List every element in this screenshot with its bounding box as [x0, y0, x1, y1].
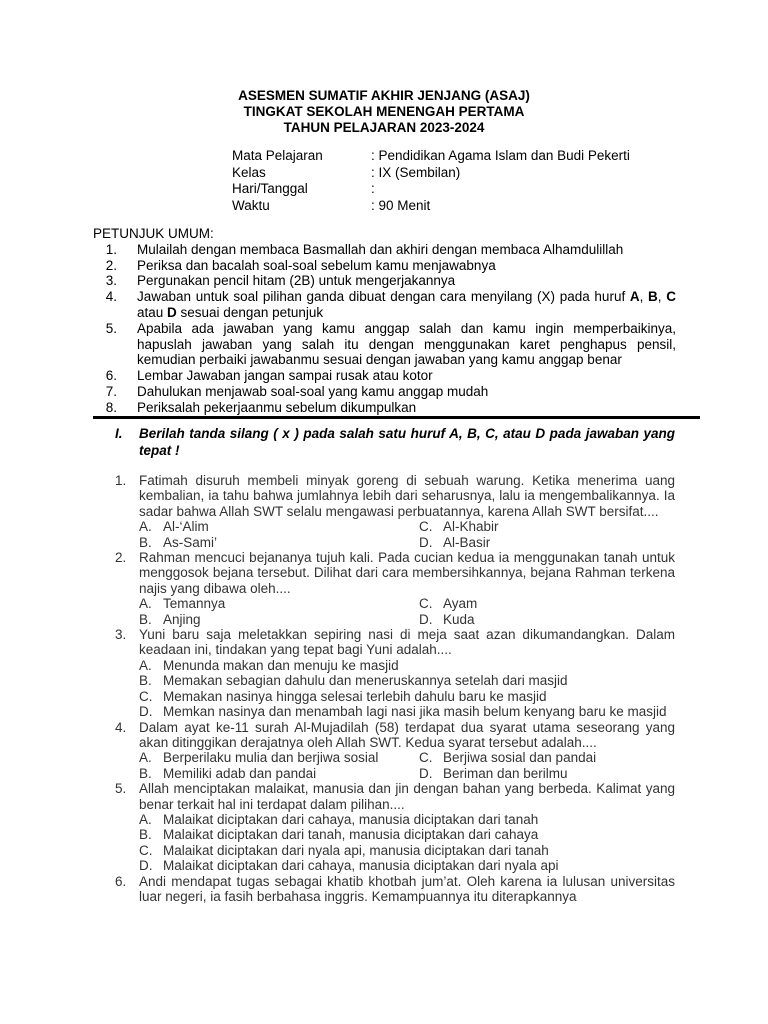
option-text: Al-‘Alim: [163, 519, 209, 535]
option-letter: A.: [139, 519, 152, 535]
answer-option[interactable]: [139, 535, 419, 550]
instruction-number: 6.: [105, 368, 117, 384]
option-text: Menunda makan dan menuju ke masjid: [163, 657, 399, 673]
question-1: [115, 473, 675, 550]
option-letter: D.: [419, 534, 433, 550]
info-value: :: [371, 181, 375, 196]
answer-option[interactable]: [139, 812, 675, 827]
option-letter: C.: [419, 519, 433, 535]
option-letter: D.: [419, 765, 433, 781]
instruction-item: [93, 273, 676, 289]
answer-option[interactable]: [139, 689, 675, 704]
answer-option[interactable]: [419, 596, 675, 611]
option-letter: B.: [139, 765, 152, 781]
separator: ,: [639, 289, 649, 305]
question-number: 3.: [115, 627, 127, 643]
instruction-item: [93, 289, 676, 321]
instruction-number: 5.: [105, 320, 117, 336]
instruction-item: [93, 258, 676, 274]
question-stem: Fatimah disuruh membeli minyak goreng di sebuah warung. Ketika menerima uang kembalian, ia tahu bahwa jumlahnya lebih dari seharusnya, lalu ia mengembalikannya. Ia sadar bahwa Allah SWT selalu mengawasi perbuatannya, karena Allah SWT bersifat....: [139, 473, 675, 519]
instruction-number: 7.: [105, 383, 117, 399]
option-text: Al-Basir: [443, 534, 491, 550]
option-letter: C.: [139, 842, 153, 858]
question-body: [139, 550, 675, 627]
info-value: : 90 Menit: [371, 197, 431, 213]
question-number: 1.: [115, 473, 127, 488]
option-text: Beriman dan berilmu: [443, 765, 568, 781]
info-row-date: [232, 181, 630, 198]
question-number: 6.: [115, 873, 127, 889]
question-body: [139, 720, 675, 782]
info-label: Hari/Tanggal: [232, 181, 308, 196]
section-divider: [93, 416, 700, 419]
option-text: Memakan nasinya hingga selesai terlebih dahulu baru ke masjid: [163, 688, 547, 704]
question-number: 5.: [115, 781, 127, 797]
answer-option[interactable]: [139, 766, 419, 781]
option-letter-d: D: [167, 304, 177, 320]
section-number: I.: [115, 426, 123, 441]
answer-options: [139, 519, 675, 550]
instruction-text: Lembar Jawaban jangan sampai rusak atau kotor: [137, 368, 433, 384]
answer-option[interactable]: [139, 596, 419, 611]
question-stem: Allah menciptakan malaikat, manusia dan jin dengan bahan yang berbeda. Kalimat yang benar terkait hal ini terdapat dalam pilihan....: [139, 781, 675, 812]
answer-option[interactable]: [139, 519, 419, 534]
answer-option[interactable]: [139, 827, 675, 842]
exam-header: [0, 88, 768, 136]
instructions-title: PETUNJUK UMUM:: [93, 226, 214, 241]
info-row-time: [232, 198, 630, 215]
option-text: Kuda: [443, 611, 475, 627]
option-letter: A.: [139, 596, 152, 612]
option-letter: C.: [139, 688, 153, 704]
option-letter: A.: [139, 750, 152, 766]
instruction-text: Periksa dan bacalah soal-soal sebelum kamu menjawabnya: [137, 257, 496, 273]
option-text: Anjing: [163, 611, 201, 627]
instruction-text: Periksalah pekerjaanmu sebelum dikumpulkan: [137, 399, 417, 415]
instruction-item: [93, 400, 676, 416]
option-letter-c: C: [666, 289, 676, 305]
question-5: [115, 781, 675, 873]
question-stem: Rahman mencuci bejananya tujuh kali. Pada cucian kedua ia menggunakan tanah untuk menggosok bejana tersebut. Dilihat dari cara membersihkannya, bejana Rahman terkena najis yang dibawa oleh....: [139, 550, 675, 596]
instructions-list: [93, 242, 676, 416]
header-title: ASESMEN SUMATIF AKHIR JENJANG (ASAJ): [238, 88, 530, 103]
instruction-text-part: Jawaban untuk soal pilihan ganda dibuat dengan cara menyilang (X) pada huruf: [137, 289, 630, 305]
option-text: As-Sami’: [163, 534, 218, 550]
instruction-text-part: sesuai dengan petunjuk: [176, 304, 324, 320]
answer-option[interactable]: [139, 750, 419, 765]
answer-option[interactable]: [139, 858, 675, 873]
header-level: TINGKAT SEKOLAH MENENGAH PERTAMA: [243, 104, 525, 119]
answer-option[interactable]: [139, 612, 419, 627]
question-stem: Dalam ayat ke-11 surah Al-Mujadilah (58) terdapat dua syarat utama seseorang yang akan ditinggikan derajatnya oleh Allah SWT. Kedua syarat tersebut adalah....: [139, 719, 675, 750]
instruction-item: [93, 368, 676, 384]
option-letter: C.: [419, 750, 433, 766]
instruction-number: 2.: [105, 257, 117, 273]
instruction-number: 8.: [105, 399, 117, 415]
instruction-item: [93, 321, 676, 368]
instruction-number: 4.: [105, 289, 117, 305]
answer-option[interactable]: [139, 843, 675, 858]
info-label: Mata Pelajaran: [232, 148, 323, 163]
question-body: [139, 627, 675, 719]
answer-options: [139, 596, 675, 627]
separator: ,: [657, 289, 667, 305]
option-text: Al-Khabir: [443, 519, 499, 535]
answer-option[interactable]: [419, 766, 675, 781]
question-6: [115, 874, 675, 905]
option-letter: B.: [139, 673, 152, 689]
answer-option[interactable]: [419, 519, 675, 534]
option-letter: D.: [139, 704, 153, 720]
option-letter: D.: [139, 858, 153, 874]
answer-option[interactable]: [419, 535, 675, 550]
question-number: 2.: [115, 550, 127, 566]
option-text: Memiliki adab dan pandai: [163, 765, 317, 781]
option-text: Malaikat diciptakan dari cahaya, manusia diciptakan dari nyala api: [163, 858, 559, 874]
question-4: [115, 720, 675, 782]
answer-option[interactable]: [419, 750, 675, 765]
info-row-subject: [232, 148, 630, 165]
question-number: 4.: [115, 719, 127, 735]
option-letter: B.: [139, 827, 152, 843]
info-label: Kelas: [232, 164, 266, 180]
section-instruction: Berilah tanda silang ( x ) pada salah satu huruf A, B, C, atau D pada jawaban yang tepat !: [139, 426, 675, 458]
option-letter-b: B: [648, 289, 658, 305]
instruction-number: 1.: [105, 241, 117, 257]
option-text: Malaikat diciptakan dari tanah, manusia diciptakan dari cahaya: [163, 827, 539, 843]
instruction-text: Pergunakan pencil hitam (2B) untuk mengerjakannya: [137, 273, 456, 289]
option-letter: B.: [139, 611, 152, 627]
question-stem: Andi mendapat tugas sebagai khatib khotbah jum’at. Oleh karena ia lulusan universitas luar negeri, ia fasih berbahasa inggris. Kemampuannya itu diterapkannya: [139, 873, 675, 904]
option-letter: A.: [139, 811, 152, 827]
option-letter: B.: [139, 534, 152, 550]
info-row-class: [232, 165, 630, 182]
answer-option[interactable]: [139, 673, 675, 688]
question-3: [115, 627, 675, 719]
option-letter: A.: [139, 657, 152, 673]
option-letter: C.: [419, 596, 433, 612]
option-letter-a: A: [629, 289, 640, 305]
option-text: Berperilaku mulia dan berjiwa sosial: [163, 750, 379, 766]
option-text: Memkan nasinya dan menambah lagi nasi jika masih belum kenyang baru ke masjid: [163, 704, 667, 720]
instruction-text: Apabila ada jawaban yang kamu anggap salah dan kamu ingin memperbaikinya, hapuslah jawaban yang salah itu dengan menggunakan karet penghapus pensil, kemudian perbaiki jawabanmu sesuai dengan jawaban yang kamu anggap benar: [137, 320, 676, 368]
option-text: Berjiwa sosial dan pandai: [443, 750, 597, 766]
separator: atau: [137, 304, 168, 320]
section-heading: [115, 425, 675, 459]
question-body: [139, 781, 675, 873]
instruction-item: [93, 384, 676, 400]
instruction-item: [93, 242, 676, 258]
exam-info: [232, 148, 630, 214]
question-body: [139, 874, 675, 905]
instruction-number: 3.: [105, 273, 117, 289]
option-text: Memakan sebagian dahulu dan meneruskannya setelah dari masjid: [163, 673, 568, 689]
option-text: Temannya: [163, 596, 226, 612]
general-instructions: [93, 226, 676, 416]
instruction-text: Dahulukan menjawab soal-soal yang kamu anggap mudah: [137, 383, 489, 399]
answer-option[interactable]: [139, 658, 675, 673]
info-label: Waktu: [232, 197, 270, 213]
answer-options: [139, 750, 675, 781]
question-stem: Yuni baru saja meletakkan sepiring nasi di meja saat azan dikumandangkan. Dalam keadaan ini, tindakan yang tepat bagi Yuni adalah....: [139, 627, 675, 658]
instruction-text: [117, 289, 676, 321]
question-2: [115, 550, 675, 627]
question-body: [139, 473, 675, 550]
info-value: : IX (Sembilan): [371, 164, 461, 180]
option-text: Malaikat diciptakan dari cahaya, manusia diciptakan dari tanah: [163, 811, 539, 827]
header-year: TAHUN PELAJARAN 2023-2024: [283, 120, 485, 135]
info-value: : Pendidikan Agama Islam dan Budi Pekerti: [371, 148, 630, 163]
option-text: Ayam: [443, 596, 478, 612]
option-letter: D.: [419, 611, 433, 627]
answer-option[interactable]: [139, 704, 675, 719]
instruction-text: Mulailah dengan membaca Basmallah dan akhiri dengan membaca Alhamdulillah: [137, 241, 624, 257]
question-list: [115, 473, 675, 904]
option-text: Malaikat diciptakan dari nyala api, manusia diciptakan dari tanah: [163, 842, 549, 858]
answer-option[interactable]: [419, 612, 675, 627]
